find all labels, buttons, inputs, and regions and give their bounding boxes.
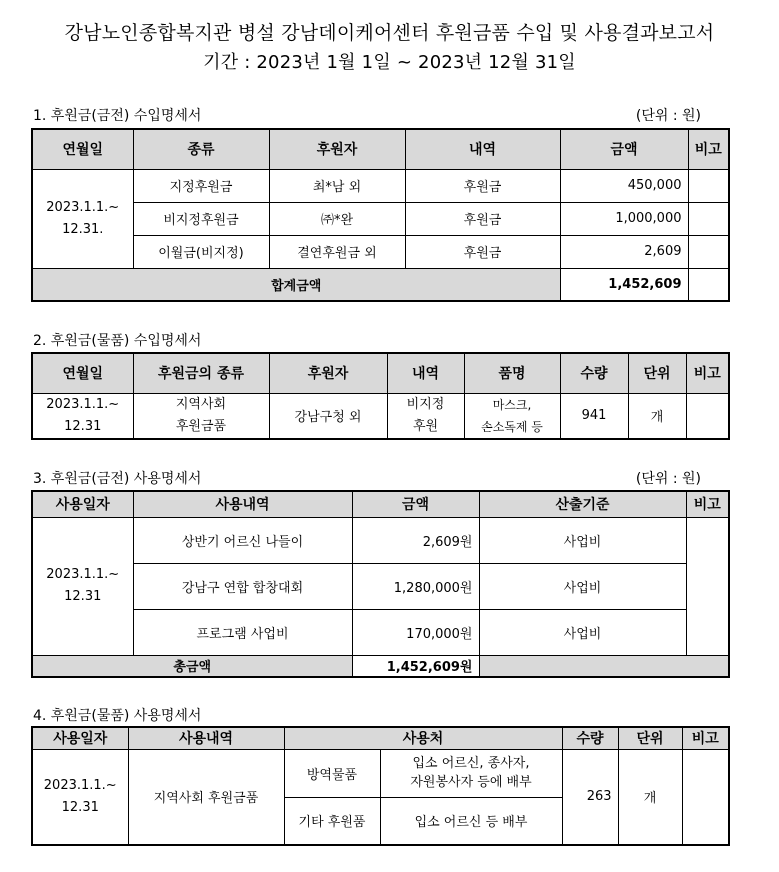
header-unit: 단위: [618, 727, 682, 749]
table-row: [32, 609, 729, 655]
header-amount: 금액: [560, 129, 688, 169]
cell-desc: 지역사회 후원금품: [128, 749, 284, 845]
cell-basis: 사업비: [479, 609, 686, 655]
header-note: 비고: [688, 129, 729, 169]
cell-note: [686, 393, 729, 439]
table-row: [32, 202, 729, 235]
header-basis: 산출기준: [479, 491, 686, 517]
header-date: 사용일자: [32, 491, 133, 517]
table-row: [32, 235, 729, 268]
section-1-unit: (단위 : 원): [635, 108, 701, 124]
cell-type: 비지정후원금: [133, 202, 269, 235]
header-unit: 단위: [628, 353, 686, 393]
table-row: [32, 563, 729, 609]
cell-unit: 개: [618, 749, 682, 845]
cell-item: 마스크, 손소독제 등: [464, 393, 560, 439]
total-row: [32, 655, 729, 677]
cell-amount: 1,280,000원: [352, 563, 479, 609]
cell-note: [688, 169, 729, 202]
cell-qty: 263: [562, 749, 618, 845]
cell-desc: 강남구 연합 합창대회: [133, 563, 352, 609]
document-title: 강남노인종합복지관 병설 강남데이케어센터 후원금품 수입 및 사용결과보고서: [64, 22, 715, 44]
section-2-heading: 2. 후원금(물품) 수입명세서: [33, 333, 202, 349]
header-date: 사용일자: [32, 727, 128, 749]
cell-amount: 170,000원: [352, 609, 479, 655]
cell-detail: 비지정 후원: [387, 393, 464, 439]
header-qty: 수량: [560, 353, 628, 393]
header-date: 연월일: [32, 353, 133, 393]
total-filler: [479, 655, 729, 677]
total-amount: 1,452,609: [560, 268, 688, 301]
cell-note: [688, 202, 729, 235]
cell-amount: 450,000: [560, 169, 688, 202]
header-note: 비고: [686, 353, 729, 393]
section-1-heading: 1. 후원금(금전) 수입명세서: [33, 108, 202, 124]
header-note: 비고: [686, 491, 729, 517]
table-cash-usage: [31, 490, 730, 678]
cell-qty: 941: [560, 393, 628, 439]
table-row: [32, 517, 729, 563]
cell-date: 2023.1.1.~ 12.31: [32, 393, 133, 439]
header-date: 연월일: [32, 129, 133, 169]
total-label: 총금액: [32, 655, 352, 677]
section-3-heading: 3. 후원금(금전) 사용명세서: [33, 471, 202, 487]
table-row: [32, 749, 729, 797]
cell-note: [688, 268, 729, 301]
header-detail: 내역: [405, 129, 560, 169]
cell-amount: 2,609원: [352, 517, 479, 563]
cell-note: [682, 749, 729, 845]
table-goods-income: [31, 352, 730, 440]
cell-date: 2023.1.1.~ 12.31.: [32, 169, 133, 268]
total-amount: 1,452,609원: [352, 655, 479, 677]
header-item: 품명: [464, 353, 560, 393]
cell-unit: 개: [628, 393, 686, 439]
section-3-unit: (단위 : 원): [635, 471, 701, 487]
cell-desc: 상반기 어르신 나들이: [133, 517, 352, 563]
cell-place: 입소 어르신, 종사자, 자원봉사자 등에 배부: [380, 749, 562, 797]
cell-place: 입소 어르신 등 배부: [380, 797, 562, 845]
cell-detail: 후원금: [405, 169, 560, 202]
cell-category: 기타 후원품: [284, 797, 380, 845]
table-row: [32, 393, 729, 439]
cell-date: 2023.1.1.~ 12.31: [32, 749, 128, 845]
cell-basis: 사업비: [479, 563, 686, 609]
cell-desc: 프로그램 사업비: [133, 609, 352, 655]
header-type: 후원금의 종류: [133, 353, 269, 393]
cell-amount: 2,609: [560, 235, 688, 268]
cell-type: 지정후원금: [133, 169, 269, 202]
header-amount: 금액: [352, 491, 479, 517]
header-note: 비고: [682, 727, 729, 749]
header-desc: 사용내역: [128, 727, 284, 749]
cell-amount: 1,000,000: [560, 202, 688, 235]
header-detail: 내역: [387, 353, 464, 393]
cell-type: 지역사회 후원금품: [133, 393, 269, 439]
table-row: [32, 169, 729, 202]
header-desc: 사용내역: [133, 491, 352, 517]
cell-note: [686, 517, 729, 655]
total-row: [32, 268, 729, 301]
cell-detail: 후원금: [405, 235, 560, 268]
header-qty: 수량: [562, 727, 618, 749]
table-goods-usage: [31, 726, 730, 846]
header-type: 종류: [133, 129, 269, 169]
report-period: 기간 : 2023년 1월 1일 ~ 2023년 12월 31일: [203, 52, 576, 73]
table-cash-income: [31, 128, 730, 302]
cell-donor: 강남구청 외: [269, 393, 387, 439]
section-4-heading: 4. 후원금(물품) 사용명세서: [33, 708, 202, 724]
cell-type: 이월금(비지정): [133, 235, 269, 268]
cell-date: 2023.1.1.~ 12.31: [32, 517, 133, 655]
cell-donor: 결연후원금 외: [269, 235, 405, 268]
cell-basis: 사업비: [479, 517, 686, 563]
header-donor: 후원자: [269, 129, 405, 169]
cell-donor: ㈜*완: [269, 202, 405, 235]
cell-detail: 후원금: [405, 202, 560, 235]
header-donor: 후원자: [269, 353, 387, 393]
cell-donor: 최*남 외: [269, 169, 405, 202]
cell-category: 방역물품: [284, 749, 380, 797]
header-place: 사용처: [284, 727, 562, 749]
total-label: 합계금액: [32, 268, 560, 301]
cell-note: [688, 235, 729, 268]
